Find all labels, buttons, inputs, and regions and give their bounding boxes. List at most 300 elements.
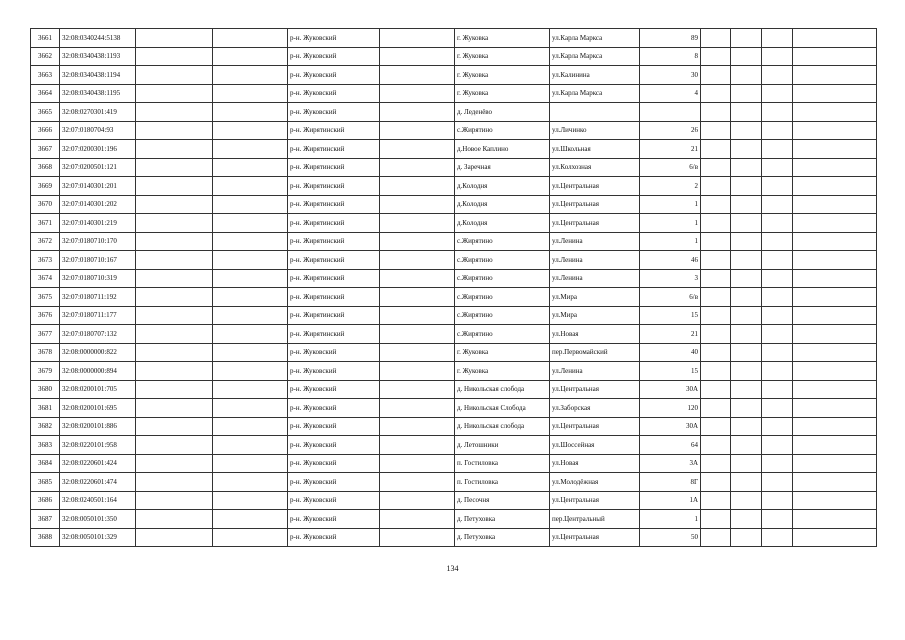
house-number-cell: 21	[640, 140, 701, 159]
cadastral-number-cell: 32:07:0200301:196	[60, 140, 136, 159]
empty-cell	[731, 399, 762, 418]
empty-cell	[380, 47, 455, 66]
empty-cell	[380, 380, 455, 399]
empty-cell	[701, 306, 731, 325]
empty-cell	[793, 528, 877, 547]
empty-cell	[731, 343, 762, 362]
table-row	[31, 399, 877, 418]
empty-cell	[213, 288, 288, 307]
empty-cell	[731, 436, 762, 455]
empty-cell	[213, 436, 288, 455]
empty-cell	[762, 362, 793, 381]
row-number-cell: 3672	[31, 232, 60, 251]
street-cell: ул.Колхозная	[550, 158, 640, 177]
row-number-cell: 3680	[31, 380, 60, 399]
empty-cell	[136, 214, 213, 233]
empty-cell	[793, 510, 877, 529]
table-row	[31, 473, 877, 492]
house-number-cell: 120	[640, 399, 701, 418]
street-cell: ул.Центральная	[550, 380, 640, 399]
house-number-cell: 46	[640, 251, 701, 270]
house-number-cell	[640, 103, 701, 122]
empty-cell	[762, 473, 793, 492]
empty-cell	[136, 325, 213, 344]
empty-cell	[762, 288, 793, 307]
empty-cell	[793, 306, 877, 325]
row-number-cell: 3687	[31, 510, 60, 529]
street-cell: ул.Калинина	[550, 66, 640, 85]
empty-cell	[731, 362, 762, 381]
empty-cell	[380, 510, 455, 529]
district-cell: р-н. Жирятинский	[288, 140, 380, 159]
empty-cell	[136, 473, 213, 492]
empty-cell	[793, 380, 877, 399]
empty-cell	[701, 251, 731, 270]
empty-cell	[762, 103, 793, 122]
row-number-cell: 3669	[31, 177, 60, 196]
district-cell: р-н. Жуковский	[288, 399, 380, 418]
empty-cell	[731, 232, 762, 251]
empty-cell	[213, 399, 288, 418]
empty-cell	[731, 251, 762, 270]
cadastral-number-cell: 32:08:0240501:164	[60, 491, 136, 510]
empty-cell	[136, 306, 213, 325]
empty-cell	[793, 473, 877, 492]
empty-cell	[380, 103, 455, 122]
table-row	[31, 417, 877, 436]
row-number-cell: 3688	[31, 528, 60, 547]
empty-cell	[213, 177, 288, 196]
empty-cell	[793, 121, 877, 140]
empty-cell	[762, 454, 793, 473]
empty-cell	[731, 491, 762, 510]
district-cell: р-н. Жуковский	[288, 454, 380, 473]
cadastral-number-cell: 32:07:0200501:121	[60, 158, 136, 177]
cadastral-number-cell: 32:08:0220101:958	[60, 436, 136, 455]
empty-cell	[136, 491, 213, 510]
house-number-cell: 21	[640, 325, 701, 344]
empty-cell	[136, 510, 213, 529]
row-number-cell: 3664	[31, 84, 60, 103]
empty-cell	[762, 528, 793, 547]
empty-cell	[793, 288, 877, 307]
empty-cell	[731, 103, 762, 122]
empty-cell	[701, 47, 731, 66]
street-cell: пер.Первомайский	[550, 343, 640, 362]
empty-cell	[793, 29, 877, 48]
cadastral-number-cell: 32:08:0220601:474	[60, 473, 136, 492]
district-cell: р-н. Жирятинский	[288, 214, 380, 233]
row-number-cell: 3671	[31, 214, 60, 233]
settlement-cell: г. Жуковка	[455, 29, 550, 48]
empty-cell	[136, 84, 213, 103]
empty-cell	[380, 121, 455, 140]
district-cell: р-н. Жуковский	[288, 29, 380, 48]
empty-cell	[793, 269, 877, 288]
empty-cell	[213, 84, 288, 103]
settlement-cell: д. Никольская слобода	[455, 417, 550, 436]
cadastral-number-cell: 32:07:0180710:170	[60, 232, 136, 251]
empty-cell	[136, 380, 213, 399]
district-cell: р-н. Жуковский	[288, 343, 380, 362]
district-cell: р-н. Жуковский	[288, 417, 380, 436]
house-number-cell: 2	[640, 177, 701, 196]
settlement-cell: с.Жирятино	[455, 288, 550, 307]
settlement-cell: с.Жирятино	[455, 269, 550, 288]
empty-cell	[731, 177, 762, 196]
street-cell: ул.Новая	[550, 454, 640, 473]
row-number-cell: 3668	[31, 158, 60, 177]
cadastral-number-cell: 32:08:0340438:1195	[60, 84, 136, 103]
empty-cell	[731, 66, 762, 85]
table-row	[31, 343, 877, 362]
district-cell: р-н. Жуковский	[288, 528, 380, 547]
empty-cell	[762, 66, 793, 85]
empty-cell	[762, 195, 793, 214]
settlement-cell: д. Летошники	[455, 436, 550, 455]
street-cell: пер.Центральный	[550, 510, 640, 529]
house-number-cell: 1	[640, 214, 701, 233]
empty-cell	[762, 84, 793, 103]
table-row	[31, 362, 877, 381]
empty-cell	[762, 29, 793, 48]
empty-cell	[213, 528, 288, 547]
empty-cell	[793, 251, 877, 270]
table-row	[31, 528, 877, 547]
house-number-cell: 1	[640, 195, 701, 214]
row-number-cell: 3683	[31, 436, 60, 455]
row-number-cell: 3681	[31, 399, 60, 418]
empty-cell	[213, 343, 288, 362]
empty-cell	[762, 325, 793, 344]
empty-cell	[793, 325, 877, 344]
empty-cell	[762, 47, 793, 66]
empty-cell	[731, 473, 762, 492]
street-cell: ул.Карла Маркса	[550, 47, 640, 66]
empty-cell	[136, 195, 213, 214]
empty-cell	[136, 121, 213, 140]
empty-cell	[701, 177, 731, 196]
district-cell: р-н. Жирятинский	[288, 121, 380, 140]
empty-cell	[793, 177, 877, 196]
district-cell: р-н. Жирятинский	[288, 325, 380, 344]
empty-cell	[701, 473, 731, 492]
empty-cell	[793, 399, 877, 418]
district-cell: р-н. Жуковский	[288, 66, 380, 85]
street-cell: ул.Ленина	[550, 232, 640, 251]
cadastral-number-cell: 32:08:0050101:329	[60, 528, 136, 547]
cadastral-number-cell: 32:08:0340438:1193	[60, 47, 136, 66]
district-cell: р-н. Жуковский	[288, 84, 380, 103]
table-row	[31, 177, 877, 196]
district-cell: р-н. Жирятинский	[288, 251, 380, 270]
empty-cell	[136, 251, 213, 270]
empty-cell	[793, 103, 877, 122]
empty-cell	[380, 29, 455, 48]
cadastral-number-cell: 32:08:0270301:419	[60, 103, 136, 122]
empty-cell	[380, 454, 455, 473]
row-number-cell: 3677	[31, 325, 60, 344]
settlement-cell: г. Жуковка	[455, 362, 550, 381]
district-cell: р-н. Жуковский	[288, 491, 380, 510]
cadastral-number-cell: 32:07:0140301:219	[60, 214, 136, 233]
row-number-cell: 3682	[31, 417, 60, 436]
cadastral-number-cell: 32:07:0140301:201	[60, 177, 136, 196]
row-number-cell: 3686	[31, 491, 60, 510]
cadastral-number-cell: 32:07:0180711:192	[60, 288, 136, 307]
settlement-cell: с.Жирятино	[455, 121, 550, 140]
district-cell: р-н. Жирятинский	[288, 195, 380, 214]
row-number-cell: 3667	[31, 140, 60, 159]
empty-cell	[731, 158, 762, 177]
empty-cell	[380, 306, 455, 325]
empty-cell	[380, 195, 455, 214]
empty-cell	[731, 306, 762, 325]
empty-cell	[701, 417, 731, 436]
empty-cell	[213, 417, 288, 436]
page-number: 134	[446, 564, 459, 573]
empty-cell	[701, 232, 731, 251]
empty-cell	[213, 454, 288, 473]
empty-cell	[213, 195, 288, 214]
empty-cell	[380, 325, 455, 344]
empty-cell	[762, 177, 793, 196]
empty-cell	[762, 306, 793, 325]
house-number-cell: 30	[640, 66, 701, 85]
table-row	[31, 491, 877, 510]
empty-cell	[380, 473, 455, 492]
empty-cell	[380, 288, 455, 307]
empty-cell	[731, 454, 762, 473]
empty-cell	[701, 362, 731, 381]
row-number-cell: 3675	[31, 288, 60, 307]
empty-cell	[701, 510, 731, 529]
settlement-cell: д. Петуховка	[455, 510, 550, 529]
empty-cell	[762, 343, 793, 362]
empty-cell	[213, 380, 288, 399]
street-cell: ул.Центральная	[550, 417, 640, 436]
settlement-cell: с.Жирятино	[455, 306, 550, 325]
house-number-cell: 89	[640, 29, 701, 48]
empty-cell	[762, 491, 793, 510]
table-row	[31, 325, 877, 344]
district-cell: р-н. Жирятинский	[288, 232, 380, 251]
cadastral-number-cell: 32:08:0050101:350	[60, 510, 136, 529]
cadastral-number-cell: 32:08:0340438:1194	[60, 66, 136, 85]
table-row	[31, 306, 877, 325]
settlement-cell: д.Новое Каплино	[455, 140, 550, 159]
table-row	[31, 103, 877, 122]
table-row	[31, 436, 877, 455]
house-number-cell: 3	[640, 269, 701, 288]
empty-cell	[136, 177, 213, 196]
street-cell: ул.Мира	[550, 288, 640, 307]
table-row	[31, 84, 877, 103]
cadastral-number-cell: 32:08:0000000:822	[60, 343, 136, 362]
settlement-cell: с.Жирятино	[455, 251, 550, 270]
settlement-cell: д.Колодня	[455, 177, 550, 196]
empty-cell	[701, 269, 731, 288]
cadastral-number-cell: 32:08:0200101:886	[60, 417, 136, 436]
settlement-cell: д. Никольская слобода	[455, 380, 550, 399]
district-cell: р-н. Жуковский	[288, 103, 380, 122]
empty-cell	[731, 288, 762, 307]
empty-cell	[136, 29, 213, 48]
settlement-cell: г. Жуковка	[455, 47, 550, 66]
row-number-cell: 3684	[31, 454, 60, 473]
district-cell: р-н. Жирятинский	[288, 288, 380, 307]
district-cell: р-н. Жуковский	[288, 510, 380, 529]
settlement-cell: д. Заречная	[455, 158, 550, 177]
empty-cell	[380, 491, 455, 510]
empty-cell	[213, 362, 288, 381]
empty-cell	[136, 454, 213, 473]
street-cell: ул.Центральная	[550, 214, 640, 233]
empty-cell	[213, 325, 288, 344]
empty-cell	[213, 121, 288, 140]
empty-cell	[380, 417, 455, 436]
row-number-cell: 3685	[31, 473, 60, 492]
empty-cell	[762, 380, 793, 399]
empty-cell	[701, 288, 731, 307]
district-cell: р-н. Жирятинский	[288, 158, 380, 177]
empty-cell	[136, 47, 213, 66]
table-row	[31, 269, 877, 288]
cadastral-number-cell: 32:07:0140301:202	[60, 195, 136, 214]
house-number-cell: 6/в	[640, 158, 701, 177]
empty-cell	[213, 251, 288, 270]
table-row	[31, 195, 877, 214]
empty-cell	[793, 343, 877, 362]
row-number-cell: 3661	[31, 29, 60, 48]
cadastral-number-cell: 32:08:0220601:424	[60, 454, 136, 473]
empty-cell	[793, 66, 877, 85]
house-number-cell: 1	[640, 510, 701, 529]
empty-cell	[380, 66, 455, 85]
house-number-cell: 50	[640, 528, 701, 547]
empty-cell	[731, 29, 762, 48]
district-cell: р-н. Жуковский	[288, 380, 380, 399]
district-cell: р-н. Жирятинский	[288, 177, 380, 196]
empty-cell	[762, 251, 793, 270]
empty-cell	[380, 399, 455, 418]
empty-cell	[380, 269, 455, 288]
street-cell: ул.Ленина	[550, 269, 640, 288]
settlement-cell: д. Петуховка	[455, 528, 550, 547]
street-cell: ул.Мира	[550, 306, 640, 325]
empty-cell	[380, 343, 455, 362]
cadastral-number-cell: 32:07:0180707:132	[60, 325, 136, 344]
settlement-cell: с.Жирятино	[455, 232, 550, 251]
empty-cell	[213, 66, 288, 85]
settlement-cell: с.Жирятино	[455, 325, 550, 344]
cadastral-number-cell: 32:07:0180710:319	[60, 269, 136, 288]
empty-cell	[762, 232, 793, 251]
row-number-cell: 3670	[31, 195, 60, 214]
empty-cell	[762, 214, 793, 233]
empty-cell	[701, 121, 731, 140]
table-row	[31, 380, 877, 399]
empty-cell	[793, 454, 877, 473]
table-row	[31, 140, 877, 159]
empty-cell	[136, 417, 213, 436]
table-row	[31, 29, 877, 48]
empty-cell	[380, 436, 455, 455]
empty-cell	[213, 473, 288, 492]
table-row	[31, 158, 877, 177]
street-cell: ул.Новая	[550, 325, 640, 344]
empty-cell	[793, 491, 877, 510]
empty-cell	[136, 158, 213, 177]
settlement-cell: г. Жуковка	[455, 66, 550, 85]
empty-cell	[762, 269, 793, 288]
empty-cell	[213, 103, 288, 122]
empty-cell	[213, 158, 288, 177]
house-number-cell: 26	[640, 121, 701, 140]
settlement-cell: г. Жуковка	[455, 84, 550, 103]
row-number-cell: 3662	[31, 47, 60, 66]
table-row	[31, 288, 877, 307]
empty-cell	[701, 158, 731, 177]
empty-cell	[380, 140, 455, 159]
street-cell: ул.Шоссейная	[550, 436, 640, 455]
empty-cell	[213, 510, 288, 529]
house-number-cell: 40	[640, 343, 701, 362]
empty-cell	[701, 140, 731, 159]
house-number-cell: 15	[640, 306, 701, 325]
empty-cell	[701, 84, 731, 103]
street-cell: ул.Школьная	[550, 140, 640, 159]
settlement-cell: д.Колодня	[455, 214, 550, 233]
settlement-cell: д. Никольская Слобода	[455, 399, 550, 418]
table-row	[31, 510, 877, 529]
empty-cell	[136, 269, 213, 288]
empty-cell	[701, 380, 731, 399]
row-number-cell: 3666	[31, 121, 60, 140]
cadastral-number-cell: 32:08:0200101:705	[60, 380, 136, 399]
empty-cell	[762, 158, 793, 177]
empty-cell	[701, 436, 731, 455]
empty-cell	[731, 121, 762, 140]
empty-cell	[793, 158, 877, 177]
house-number-cell: 8Г	[640, 473, 701, 492]
district-cell: р-н. Жуковский	[288, 362, 380, 381]
empty-cell	[731, 84, 762, 103]
empty-cell	[213, 140, 288, 159]
table-row	[31, 47, 877, 66]
district-cell: р-н. Жуковский	[288, 47, 380, 66]
house-number-cell: 64	[640, 436, 701, 455]
table-row	[31, 232, 877, 251]
empty-cell	[136, 436, 213, 455]
cadastral-number-cell: 32:08:0340244:5138	[60, 29, 136, 48]
settlement-cell: г. Жуковка	[455, 343, 550, 362]
empty-cell	[213, 214, 288, 233]
empty-cell	[136, 528, 213, 547]
row-number-cell: 3678	[31, 343, 60, 362]
empty-cell	[136, 288, 213, 307]
street-cell: ул.Центральная	[550, 177, 640, 196]
empty-cell	[136, 66, 213, 85]
house-number-cell: 1	[640, 232, 701, 251]
empty-cell	[731, 380, 762, 399]
street-cell: ул.Ленина	[550, 251, 640, 270]
table-row	[31, 214, 877, 233]
cadastral-number-cell: 32:08:0000000:894	[60, 362, 136, 381]
empty-cell	[731, 47, 762, 66]
empty-cell	[701, 491, 731, 510]
street-cell: ул.Заборская	[550, 399, 640, 418]
